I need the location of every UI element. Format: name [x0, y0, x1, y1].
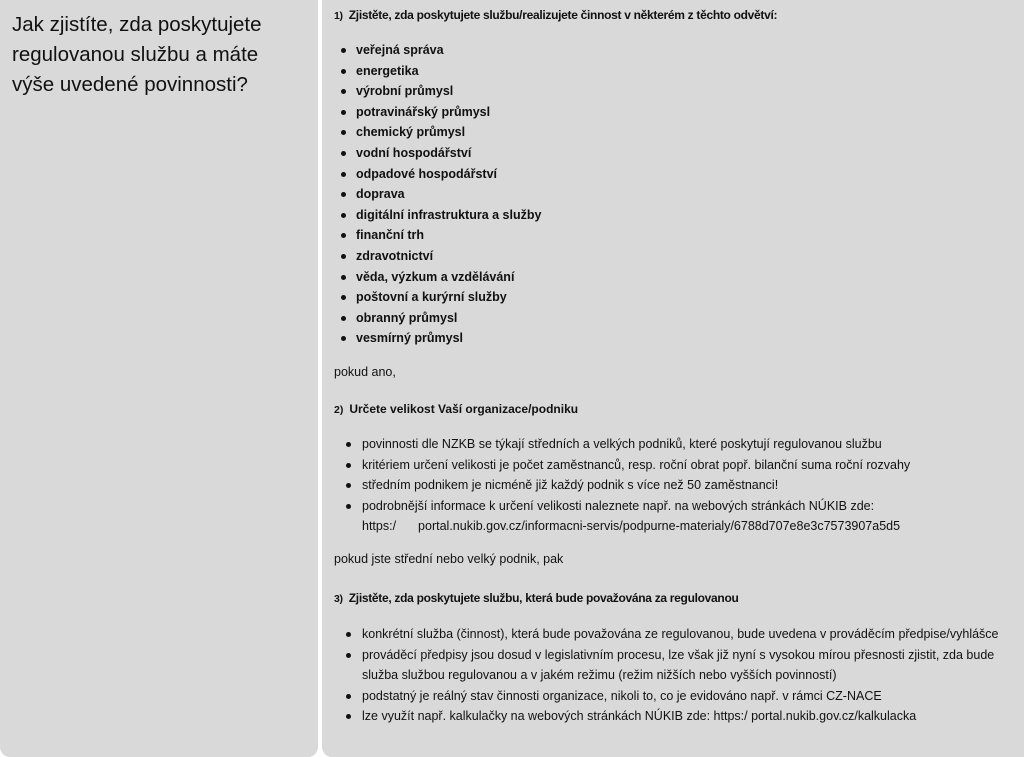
section-1-title-text: Zjistěte, zda poskytujete službu/realizujete činnost v některém z těchto odvětví:: [348, 8, 778, 22]
sector-item: obranný průmysl: [334, 308, 541, 329]
section-2-number: 2): [334, 404, 344, 416]
section-2-title-text: Určete velikost Vaší organizace/podniku: [349, 402, 579, 416]
url-line: [362, 516, 1019, 537]
sector-item: vodní hospodářství: [334, 143, 541, 164]
if-medium-large-text: pokud jste střední nebo velký podnik, pak: [334, 552, 564, 566]
list-item: kritériem určení velikosti je počet zaměstnanců, resp. roční obrat popř. bilanční suma roční rozvahy: [334, 455, 1019, 476]
sector-item: zdravotnictví: [334, 246, 541, 267]
section-1-number: 1): [334, 10, 343, 22]
if-yes-text: pokud ano,: [334, 365, 396, 379]
nukib-materials-link[interactable]: portal.nukib.gov.cz/informacni-servis/podpurne-materialy/6788d707e8e3c7573907a5d5: [418, 519, 901, 533]
sector-item: chemický průmysl: [334, 122, 541, 143]
sector-item: poštovní a kurýrní služby: [334, 287, 541, 308]
list-item: [334, 496, 1019, 537]
sector-list: [334, 40, 541, 349]
section-3-number: 3): [334, 593, 343, 605]
question-heading: Jak zjistíte, zda poskytujete regulovanou službu a máte výše uvedené povinnosti?: [12, 13, 262, 96]
question-panel: [0, 0, 318, 757]
list-item: konkrétní služba (činnost), která bude považována ze regulovanou, bude uvedena v prováděcím předpise/vyhlášce: [334, 624, 1019, 645]
sector-item: doprava: [334, 184, 541, 205]
list-item: povinnosti dle NZKB se týkají středních a velkých podniků, které poskytují regulovanou službu: [334, 434, 1019, 455]
list-item-text: podrobnější informace k určení velikosti naleznete např. na webových stránkách NÚKIB zde:: [362, 498, 875, 513]
sector-item: výrobní průmysl: [334, 81, 541, 102]
list-item: prováděcí předpisy jsou dosud v legislativním procesu, lze však již nyní s vysokou mírou přesnosti zjistit, zda bude služba službou regulovanou a v jakém režimu (režim nižších nebo vyšších povinností): [334, 645, 1019, 686]
sector-item: odpadové hospodářství: [334, 164, 541, 185]
sector-item: vesmírný průmysl: [334, 328, 541, 349]
section-2-title: [334, 400, 578, 419]
sector-item: potravinářský průmysl: [334, 102, 541, 123]
answer-panel: [322, 0, 1024, 757]
size-criteria-list: [334, 434, 1019, 537]
sector-item: energetika: [334, 61, 541, 82]
sector-item: věda, výzkum a vzdělávání: [334, 267, 541, 288]
section-3-title-text: Zjistěte, zda poskytujete službu, která bude považována za regulovanou: [348, 591, 739, 605]
sector-item: digitální infrastruktura a služby: [334, 205, 541, 226]
list-item: středním podnikem je nicméně již každý podnik s více než 50 zaměstnanci!: [334, 475, 1019, 496]
url-prefix: https:/: [362, 519, 397, 533]
section-3-title: [334, 589, 739, 608]
sector-item: veřejná správa: [334, 40, 541, 61]
regulated-service-list: [334, 624, 1019, 727]
list-item: lze využít např. kalkulačky na webových stránkách NÚKIB zde: https:/ portal.nukib.gov.cz/kalkulacka: [334, 706, 1019, 727]
section-1-title: [334, 6, 777, 25]
sector-item: finanční trh: [334, 225, 541, 246]
list-item: podstatný je reálný stav činnosti organizace, nikoli to, co je evidováno např. v rámci CZ-NACE: [334, 686, 1019, 707]
